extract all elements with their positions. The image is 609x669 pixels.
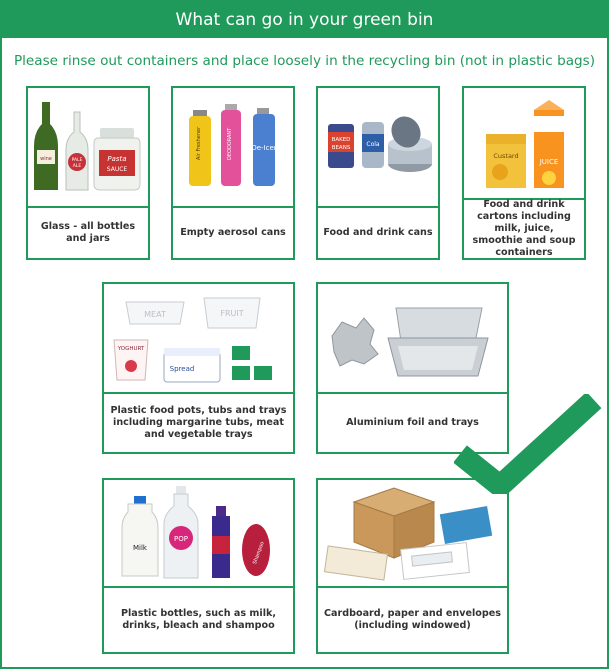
deodorant-label: DEODORANT [227, 127, 233, 160]
milk-label: Milk [133, 544, 147, 552]
card-plastic-pots [102, 282, 295, 454]
baked-label: BAKED [331, 137, 351, 143]
card-glass [26, 86, 150, 260]
caption-glass: Glass - all bottles and jars [28, 206, 148, 258]
fruit-label: FRUIT [220, 309, 244, 318]
juice-label: JUICE [539, 158, 559, 166]
pale-label: PALE [71, 158, 83, 163]
cartons-image [464, 88, 584, 200]
card-plastic-bottles [102, 478, 295, 654]
cola-label: Cola [366, 141, 380, 148]
page-title: What can go in your green bin [175, 10, 434, 30]
glass-image [28, 88, 148, 208]
pasta-label: Pasta [107, 155, 127, 163]
caption-cardboard: Cardboard, paper and envelopes (including windowed) [318, 586, 507, 652]
sauce-label: SAUCE [106, 166, 128, 173]
card-cans [316, 86, 440, 260]
caption-foil: Aluminium foil and trays [318, 392, 507, 452]
caption-plastic-bottles: Plastic bottles, such as milk, drinks, bleach and shampoo [104, 586, 293, 652]
cans-image [318, 88, 438, 208]
caption-cartons: Food and drink cartons including milk, juice, smoothie and soup containers [464, 198, 584, 258]
air-freshener-label: Air Freshener [196, 126, 202, 160]
plastic-pots-image [104, 284, 293, 394]
plastic-bottles-image [104, 480, 293, 588]
card-aerosol [171, 86, 295, 260]
beans-label: BEANS [331, 145, 351, 151]
yoghurt-label: YOGHURT [117, 346, 145, 352]
ale-label: ALE [72, 164, 82, 169]
aerosol-image [173, 88, 293, 208]
deicer-label: De-Icer [251, 144, 277, 152]
pop-label: POP [174, 535, 188, 543]
instructions-text: Please rinse out containers and place loosely in the recycling bin (not in plastic bags) [13, 53, 596, 69]
caption-plastic-pots: Plastic food pots, tubs and trays including margarine tubs, meat and vegetable trays [104, 392, 293, 452]
header-bar [2, 2, 607, 38]
custard-label: Custard [493, 152, 519, 160]
card-cartons [462, 86, 586, 260]
checkmark-icon [454, 394, 602, 494]
shampoo-label: Shampoo [251, 540, 266, 566]
wine-label: wine [40, 156, 52, 162]
meat-label: MEAT [144, 310, 166, 319]
cardboard-image [318, 480, 507, 588]
caption-aerosol: Empty aerosol cans [173, 206, 293, 258]
spread-label: Spread [169, 365, 195, 373]
foil-image [318, 284, 507, 394]
card-cardboard [316, 478, 509, 654]
caption-cans: Food and drink cans [318, 206, 438, 258]
